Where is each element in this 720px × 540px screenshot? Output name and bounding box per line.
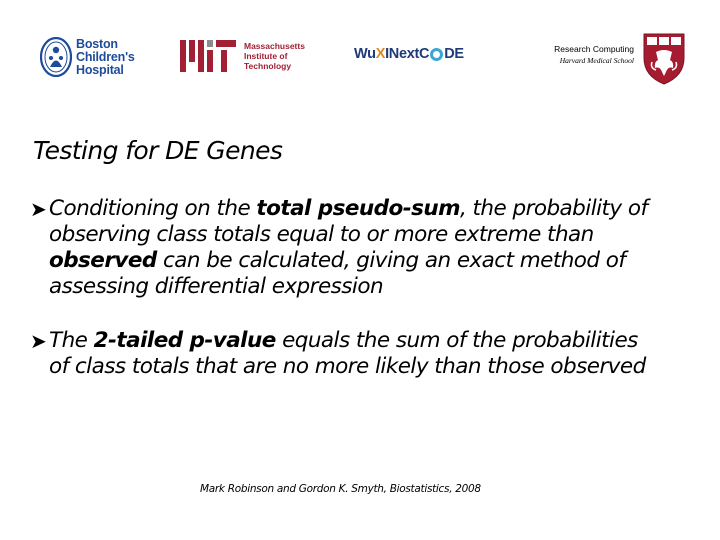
bullet-two-tailed	[30, 328, 720, 380]
bullet-conditioning	[30, 196, 720, 300]
bullet-line	[30, 274, 720, 300]
citation: Mark Robinson and Gordon K. Smyth, Biostatistics, 2008	[200, 483, 481, 495]
bch-wordmark: Boston Children's Hospital	[76, 36, 135, 77]
bold-term: total pseudo-sum	[256, 196, 460, 221]
arrowhead-bullet-icon: ➤	[30, 329, 47, 353]
rc-subtitle: Harvard Medical School	[559, 56, 634, 65]
text-run: Conditioning on the	[49, 196, 257, 221]
mit-logo	[180, 40, 305, 72]
bold-term: observed	[49, 248, 157, 273]
boston-childrens-logo	[40, 36, 135, 78]
wuxi-nextcode-logo: Wu X INext C DE	[354, 46, 464, 62]
bullet-line	[30, 354, 720, 380]
bullet-line	[30, 328, 720, 354]
arrowhead-bullet-icon: ➤	[30, 197, 47, 221]
rc-title: Research Computing	[554, 44, 634, 54]
mit-mark-icon	[180, 40, 236, 72]
text-run: of class totals that are no more likely than those observed	[49, 354, 646, 379]
logo-bar	[0, 0, 720, 100]
wuxi-o-icon	[430, 48, 443, 61]
text-run: equals the sum of the probabilities	[275, 328, 638, 353]
mit-wordmark: Massachusetts Institute of Technology	[244, 41, 305, 71]
text-run: , the probability of	[459, 196, 648, 221]
bch-seal-icon	[40, 37, 72, 77]
bold-term: 2-tailed p-value	[93, 328, 276, 353]
text-run: observing class totals equal to or more extreme than	[49, 222, 594, 247]
bullet-line	[30, 196, 720, 222]
bullet-line	[30, 222, 720, 248]
bullet-line	[30, 248, 720, 274]
text-run: assessing differential expression	[49, 274, 384, 299]
slide-title: Testing for DE Genes	[33, 136, 283, 165]
research-computing-label	[554, 44, 634, 65]
text-run: The	[49, 328, 94, 353]
harvard-shield-icon	[642, 32, 686, 86]
text-run: can be calculated, giving an exact method of	[156, 248, 626, 273]
